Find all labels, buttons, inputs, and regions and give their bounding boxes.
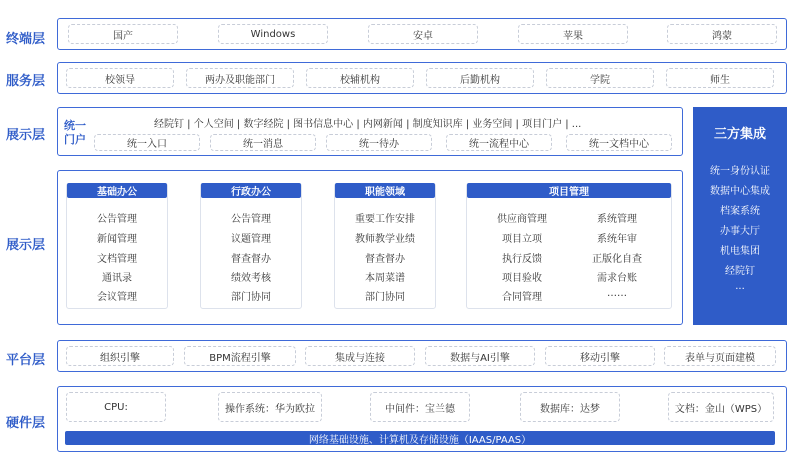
platform-item: 组织引擎 bbox=[66, 346, 174, 366]
service-item: 师生 bbox=[666, 68, 774, 88]
portal-item: 统一消息 bbox=[210, 134, 316, 151]
terminal-item: 鸿蒙 bbox=[667, 24, 777, 44]
group-item: 重要工作安排 bbox=[355, 214, 415, 225]
hardware-item: 文档：金山（WPS） bbox=[668, 392, 774, 422]
third-party-title: 三方集成 bbox=[713, 127, 766, 142]
platform-item: 集成与连接 bbox=[305, 346, 415, 366]
hardware-item: 中间件：宝兰德 bbox=[370, 392, 470, 422]
service-item: 学院 bbox=[546, 68, 654, 88]
third-party-item: 经院钉 bbox=[725, 266, 755, 277]
portal-label-line1: 统一 bbox=[64, 119, 86, 132]
portal-item: 统一流程中心 bbox=[446, 134, 552, 151]
hardware-item: 数据库：达梦 bbox=[520, 392, 620, 422]
terminal-item: 苹果 bbox=[518, 24, 628, 44]
group-item: 系统管理 bbox=[597, 214, 637, 225]
layer-label-display-apps: 展示层 bbox=[6, 238, 46, 253]
group-item: 督查督办 bbox=[231, 254, 271, 265]
layer-label-hardware: 硬件层 bbox=[6, 416, 46, 431]
group-item: 项目立项 bbox=[502, 234, 542, 245]
group-item: 项目验收 bbox=[502, 273, 542, 284]
layer-label-service: 服务层 bbox=[6, 74, 46, 89]
third-party-item: ... bbox=[735, 281, 745, 292]
group-item: 部门协同 bbox=[365, 292, 405, 303]
group-item: 议题管理 bbox=[231, 234, 271, 245]
portal-item: 统一文档中心 bbox=[566, 134, 672, 151]
group-item: 合同管理 bbox=[502, 292, 542, 303]
hardware-item: 操作系统：华为欧拉 bbox=[218, 392, 322, 422]
platform-item: BPM流程引擎 bbox=[184, 346, 296, 366]
group-item: 督查督办 bbox=[365, 254, 405, 265]
portal-item: 统一入口 bbox=[94, 134, 200, 151]
group-item: 正版化自查 bbox=[592, 254, 642, 265]
portal-label-line2: 门户 bbox=[64, 133, 86, 146]
group-item: 执行反馈 bbox=[502, 254, 542, 265]
group-title: 基础办公 bbox=[67, 183, 167, 198]
third-party-panel bbox=[693, 107, 787, 325]
platform-item: 数据与AI引擎 bbox=[425, 346, 535, 366]
group-title: 行政办公 bbox=[201, 183, 301, 198]
terminal-item: 国产 bbox=[68, 24, 178, 44]
service-item: 两办及职能部门 bbox=[186, 68, 294, 88]
portal-links: 经院钉 | 个人空间 | 数字经院 | 图书信息中心 | 内网新闻 | 制度知识库 | 业务空间 | 项目门户 | ... bbox=[154, 119, 582, 130]
portal-item: 统一待办 bbox=[326, 134, 432, 151]
terminal-item: Windows bbox=[218, 24, 328, 44]
layer-label-display-portal: 展示层 bbox=[6, 128, 46, 143]
group-admin-office bbox=[200, 183, 302, 309]
service-item: 校辅机构 bbox=[306, 68, 414, 88]
hardware-item: CPU: bbox=[66, 392, 166, 422]
group-item: 文档管理 bbox=[97, 254, 137, 265]
layer-label-platform: 平台层 bbox=[6, 353, 46, 368]
third-party-item: 统一身份认证 bbox=[710, 166, 770, 177]
layer-label-terminal: 终端层 bbox=[6, 32, 46, 47]
third-party-item: 数据中心集成 bbox=[710, 186, 770, 197]
platform-item: 表单与页面建模 bbox=[664, 346, 776, 366]
group-item: 系统年审 bbox=[597, 234, 637, 245]
group-item: 部门协同 bbox=[231, 292, 271, 303]
group-item: 绩效考核 bbox=[231, 273, 271, 284]
group-title: 项目管理 bbox=[467, 183, 671, 198]
group-item: 供应商管理 bbox=[497, 214, 547, 225]
third-party-item: 机电集团 bbox=[720, 246, 760, 257]
infrastructure-bar: 网络基础设施、计算机及存储设施（IAAS/PAAS） bbox=[65, 431, 775, 445]
service-item: 校领导 bbox=[66, 68, 174, 88]
terminal-item: 安卓 bbox=[368, 24, 478, 44]
third-party-item: 办事大厅 bbox=[720, 226, 760, 237]
group-item: …… bbox=[607, 288, 627, 299]
service-item: 后勤机构 bbox=[426, 68, 534, 88]
group-title: 职能领域 bbox=[335, 183, 435, 198]
group-functional-domain bbox=[334, 183, 436, 309]
group-project-management bbox=[466, 183, 672, 309]
group-item: 本周菜谱 bbox=[365, 273, 405, 284]
third-party-item: 档案系统 bbox=[720, 206, 760, 217]
group-item: 需求台账 bbox=[597, 273, 637, 284]
group-item: 通讯录 bbox=[102, 273, 132, 284]
platform-item: 移动引擎 bbox=[545, 346, 655, 366]
group-item: 公告管理 bbox=[231, 214, 271, 225]
group-item: 会议管理 bbox=[97, 292, 137, 303]
group-basic-office bbox=[66, 183, 168, 309]
group-item: 教师教学业绩 bbox=[355, 234, 415, 245]
group-item: 新闻管理 bbox=[97, 234, 137, 245]
group-item: 公告管理 bbox=[97, 214, 137, 225]
